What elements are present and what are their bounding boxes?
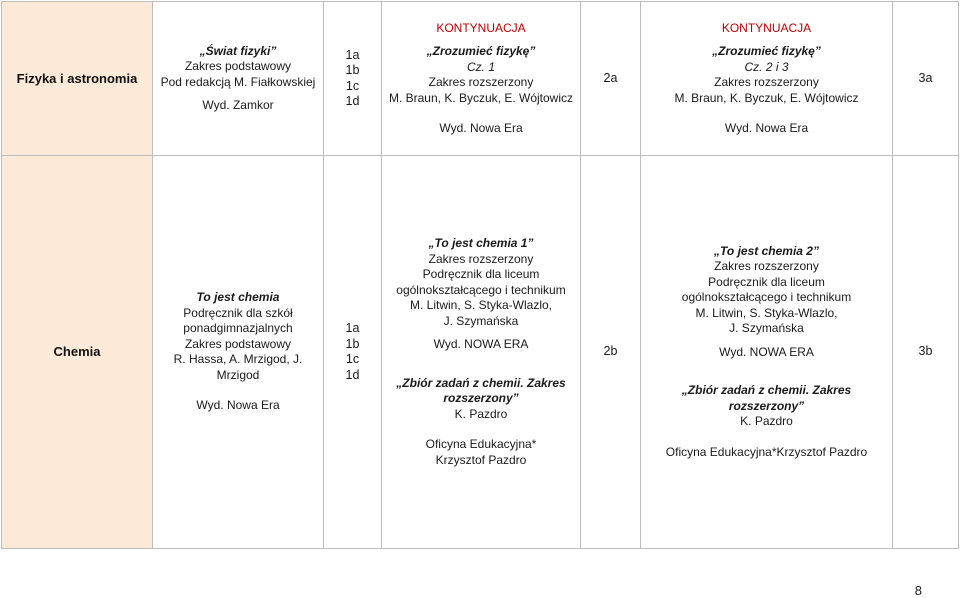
subject-physics: Fizyka i astronomia: [2, 2, 153, 156]
physics-class-2: 2a: [581, 2, 641, 156]
table-row-physics: [2, 2, 959, 156]
chemistry-class-2: 2b: [581, 156, 641, 549]
physics-continuation-2: KONTYNUACJA „Zrozumieć fizykę” Cz. 2 i 3 Zakres rozszerzony M. Braun, K. Byczuk, E. Wójtowicz Wyd. Nowa Era: [641, 2, 893, 156]
physics-basic-book: „Świat fizyki” Zakres podstawowy Pod redakcją M. Fiałkowskiej Wyd. Zamkor: [153, 2, 324, 156]
page-number: 8: [914, 583, 922, 598]
physics-continuation-1: KONTYNUACJA „Zrozumieć fizykę” Cz. 1 Zakres rozszerzony M. Braun, K. Byczuk, E. Wójtowicz Wyd. Nowa Era: [382, 2, 581, 156]
textbook-table: [1, 1, 959, 549]
chemistry-classes-1: 1a 1b 1c 1d: [324, 156, 382, 549]
physics-class-3: 3a: [893, 2, 959, 156]
chemistry-extended-2: „To jest chemia 2” Zakres rozszerzony Podręcznik dla liceum ogólnokształcącego i technikum M. Litwin, S. Styka-Wlazlo, J. Szymańska Wyd. NOWA ERA „Zbiór zadań z chemii. Zakres rozszerzony” K. Pazdro Oficyna Edukacyjna*Krzysztof Pazdro: [641, 156, 893, 549]
table-row-chemistry: [2, 156, 959, 549]
subject-chemistry: Chemia: [2, 156, 153, 549]
chemistry-basic-book: To jest chemia Podręcznik dla szkół ponadgimnazjalnych Zakres podstawowy R. Hassa, A. Mrzigod, J. Mrzigod Wyd. Nowa Era: [153, 156, 324, 549]
chemistry-extended-1: „To jest chemia 1” Zakres rozszerzony Podręcznik dla liceum ogólnokształcącego i technikum M. Litwin, S. Styka-Wlazlo, J. Szymańska Wyd. NOWA ERA „Zbiór zadań z chemii. Zakres rozszerzony” K. Pazdro Oficyna Edukacyjna* Krzysztof Pazdro: [382, 156, 581, 549]
physics-classes-1: 1a 1b 1c 1d: [324, 2, 382, 156]
chemistry-class-3: 3b: [893, 156, 959, 549]
